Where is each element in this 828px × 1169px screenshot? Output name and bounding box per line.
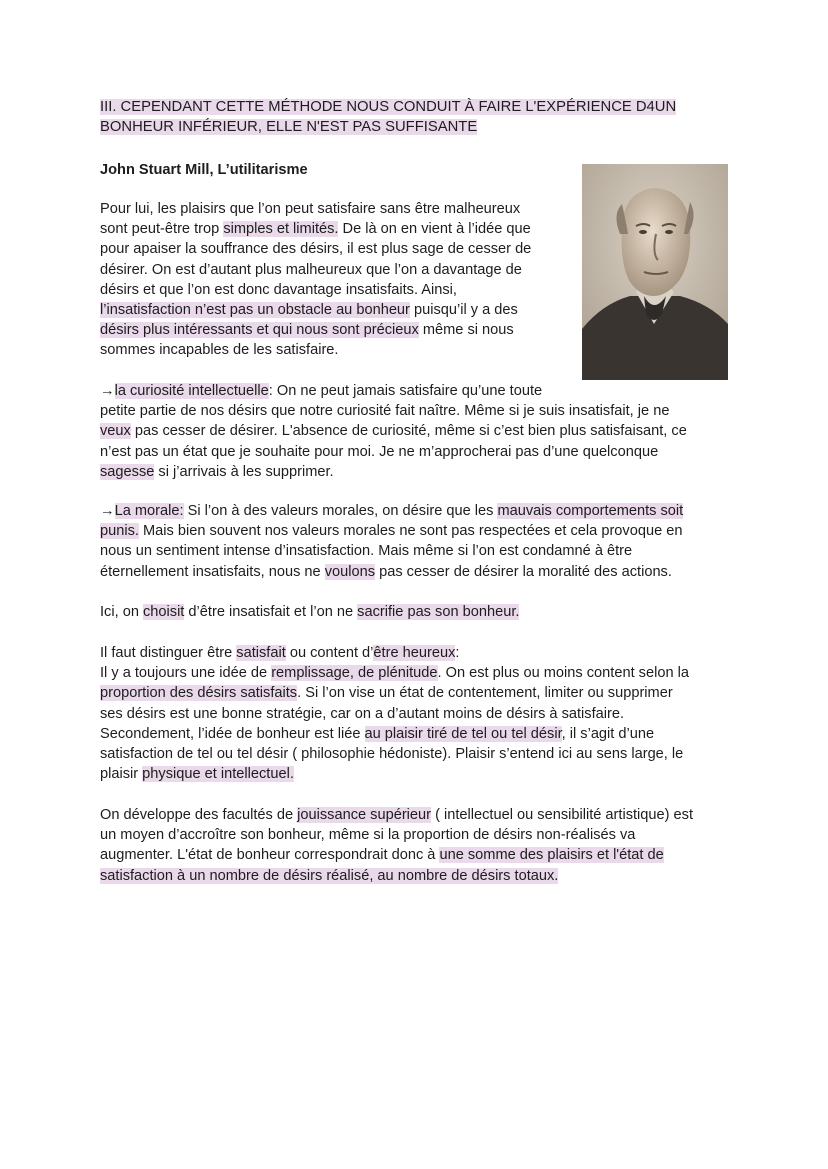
p6-line-3-start: augmenter. L'état de bonheur correspondrait donc à (100, 847, 440, 864)
p5-line-5-start: Secondement, l’idée de bonheur est liée (100, 725, 365, 742)
p5-line-1-end: : (455, 645, 460, 661)
highlight-la-morale: La morale: (114, 503, 184, 519)
highlight-insatisfaction: l’insatisfaction n’est pas un obstacle au bonheur (100, 302, 410, 319)
p5-line-1-start: Il faut distinguer être (100, 645, 237, 661)
p1-line-4: désirer. On est d’autant plus malheureux que l’on a davantage de (100, 261, 522, 278)
arrow-icon: → (100, 383, 115, 399)
p3-line-2-end: Mais bien souvent nos valeurs morales ne sont pas respectées et cela provoque en (138, 523, 683, 540)
p1-line-5: désirs et que l’on est donc davantage insatisfaits. Ainsi, (100, 281, 457, 298)
highlight-curiosite: la curiosité intellectuelle (114, 383, 269, 399)
p1-line-1: Pour lui, les plaisirs que l’on peut satisfaire sans être malheureux (100, 201, 521, 217)
highlight-desirs-precieux: désirs plus intéressants et qui nous sont précieux (100, 322, 419, 339)
p3-line-4-start: éternellement insatisfaits, nous ne (100, 563, 325, 580)
p5-line-6: satisfaction de tel ou tel désir ( philosophie hédoniste). Plaisir s’entend ici au sens large, le (100, 746, 684, 763)
p1-line-2-end: De là on en vient à l’idée que (338, 221, 531, 238)
paragraph-distinction (100, 643, 730, 784)
p1-line-8: sommes incapables de les satisfaire. (100, 342, 339, 359)
p5-line-2-end: . On est plus ou moins content selon la (437, 665, 689, 682)
highlight-punis: punis. (100, 523, 139, 540)
p5-line-3-end: . Si l’on vise un état de contentement, limiter ou supprimer (297, 685, 673, 702)
p5-line-2-start: Il y a toujours une idée de (100, 665, 272, 682)
p5-line-7-start: plaisir (100, 766, 143, 783)
highlight-plaisir-tire: au plaisir tiré de tel ou tel désir (364, 725, 562, 742)
p4-start: Ici, on (100, 604, 143, 620)
highlight-somme-plaisirs: une somme des plaisirs et l'état de (439, 847, 664, 864)
p6-line-1-start: On développe des facultés de (100, 807, 298, 823)
author-heading: John Stuart Mill, L’utilitarisme (100, 162, 308, 178)
p5-line-4: ses désirs est une bonne stratégie, car on a d’autant moins de désirs à satisfaire. (100, 705, 625, 722)
p5-line-1-middle: ou content d’ (285, 645, 374, 661)
highlight-sagesse: sagesse (100, 463, 155, 480)
highlight-jouissance: jouissance supérieur (297, 807, 432, 823)
highlight-veux: veux (100, 423, 131, 440)
paragraph-choix (100, 602, 730, 622)
section-title-line-2: BONHEUR INFÉRIEUR, ELLE N'EST PAS SUFFISANTE (100, 119, 478, 136)
paragraph-jouissance (100, 805, 730, 886)
highlight-voulons: voulons (324, 563, 376, 580)
p2-line-3-end: pas cesser de désirer. L'absence de curiosité, même si c’est bien plus satisfaisant, ce (130, 423, 687, 440)
highlight-remplissage: remplissage, de plénitude (271, 665, 438, 682)
highlight-proportion: proportion des désirs satisfaits (100, 685, 298, 702)
p2-line-4: n’est pas un état que je souhaite pour moi. Je ne m’approcherai pas d’une quelconque (100, 443, 659, 460)
p6-line-1-end: ( intellectuel ou sensibilité artistique) est (431, 807, 694, 823)
highlight-simples-limites: simples et limités. (223, 221, 339, 238)
p2-line-5-end: si j’arrivais à les supprimer. (154, 463, 334, 480)
p1-line-6-end: puisqu’il y a des (409, 302, 518, 319)
highlight-satisfait: satisfait (236, 645, 286, 661)
arrow-icon: → (100, 503, 115, 519)
paragraph-mill-intro (100, 199, 730, 361)
p1-line-2-start: sont peut-être trop (100, 221, 224, 238)
highlight-satisfaction-nombre: satisfaction à un nombre de désirs réalisé, au nombre de désirs totaux. (100, 867, 559, 884)
p1-line-7-end: même si nous (418, 322, 514, 339)
p3-line-1-middle: Si l’on à des valeurs morales, on désire que les (183, 503, 498, 519)
p3-line-3: nous un sentiment intense d’insatisfaction. Mais même si l’on est condamné à être (100, 543, 633, 560)
p4-middle: d’être insatisfait et l’on ne (184, 604, 358, 620)
p6-line-2: un moyen d’accroître son bonheur, même si la proportion de désirs non-réalisés va (100, 827, 636, 844)
p2-line-1-end: : On ne peut jamais satisfaire qu’une toute (268, 383, 543, 399)
paragraph-curiosite (100, 381, 730, 482)
section-title (100, 97, 730, 137)
p3-line-4-end: pas cesser de désirer la moralité des actions. (375, 563, 672, 580)
section-title-line-1: III. CEPENDANT CETTE MÉTHODE NOUS CONDUIT À FAIRE L'EXPÉRIENCE D4UN (100, 99, 677, 115)
highlight-mauvais-comportements: mauvais comportements soit (497, 503, 684, 519)
highlight-physique-intellectuel: physique et intellectuel. (142, 766, 294, 783)
highlight-etre-heureux: être heureux (373, 645, 456, 661)
p1-line-3: pour apaiser la souffrance des désirs, il est plus sage de cesser de (100, 241, 532, 258)
highlight-choisit: choisit (143, 604, 185, 620)
p2-line-2: petite partie de nos désirs que notre curiosité fait naître. Même si je suis insatisfait, je ne (100, 403, 670, 420)
highlight-sacrifie: sacrifie pas son bonheur. (357, 604, 520, 620)
p5-line-5-end: , il s’agit d’une (561, 725, 655, 742)
paragraph-morale (100, 501, 730, 582)
